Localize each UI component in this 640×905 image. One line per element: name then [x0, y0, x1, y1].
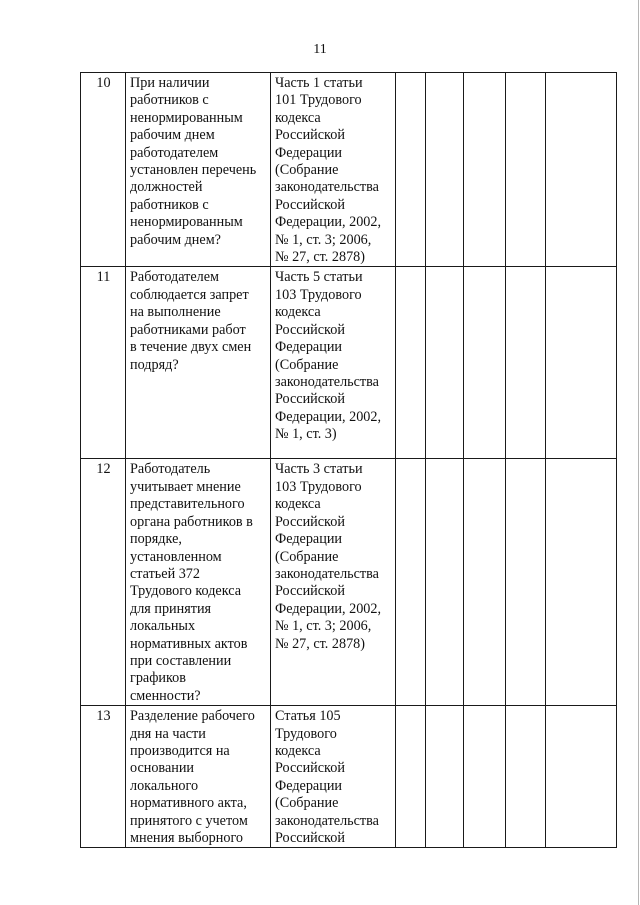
notes-cell[interactable]: [546, 459, 617, 706]
answer-extra-cell[interactable]: [506, 267, 546, 459]
answer-yes-cell[interactable]: [396, 706, 426, 848]
answer-yes-cell[interactable]: [396, 73, 426, 267]
answer-not-applicable-cell[interactable]: [464, 73, 506, 267]
answer-no-cell[interactable]: [426, 706, 464, 848]
answer-extra-cell[interactable]: [506, 459, 546, 706]
answer-not-applicable-cell[interactable]: [464, 267, 506, 459]
legal-requirement-cell: Часть 1 статьи 101 Трудового кодекса Российской Федерации (Собрание законодательства Российской Федерации, 2002, № 1, ст. 3; 2006, № 27, ст. 2878): [271, 73, 396, 267]
page-edge-line: [638, 0, 639, 905]
notes-cell[interactable]: [546, 706, 617, 848]
answer-no-cell[interactable]: [426, 73, 464, 267]
answer-not-applicable-cell[interactable]: [464, 459, 506, 706]
row-number: 10: [81, 73, 126, 267]
answer-extra-cell[interactable]: [506, 73, 546, 267]
row-number: 12: [81, 459, 126, 706]
table-row: [81, 267, 617, 459]
row-number: 13: [81, 706, 126, 848]
question-cell: Разделение рабочего дня на части производится на основании локального нормативного акта, принятого с учетом мнения выборного: [126, 706, 271, 848]
notes-cell[interactable]: [546, 267, 617, 459]
question-cell: Работодатель учитывает мнение представительного органа работников в порядке, установленном статьей 372 Трудового кодекса для принятия локальных нормативных актов при составлении графиков сменности?: [126, 459, 271, 706]
row-number: 11: [81, 267, 126, 459]
answer-extra-cell[interactable]: [506, 706, 546, 848]
legal-requirement-cell: Статья 105 Трудового кодекса Российской Федерации (Собрание законодательства Российской: [271, 706, 396, 848]
answer-yes-cell[interactable]: [396, 459, 426, 706]
question-cell: При наличии работников с ненормированным рабочим днем работодателем установлен перечень должностей работников с ненормированным рабочим днем?: [126, 73, 271, 267]
table-row: [81, 459, 617, 706]
answer-yes-cell[interactable]: [396, 267, 426, 459]
legal-requirement-cell: Часть 5 статьи 103 Трудового кодекса Российской Федерации (Собрание законодательства Российской Федерации, 2002, № 1, ст. 3): [271, 267, 396, 459]
question-cell: Работодателем соблюдается запрет на выполнение работниками работ в течение двух смен подряд?: [126, 267, 271, 459]
notes-cell[interactable]: [546, 73, 617, 267]
table-row: [81, 706, 617, 848]
checklist-table: [80, 72, 617, 848]
answer-no-cell[interactable]: [426, 459, 464, 706]
answer-no-cell[interactable]: [426, 267, 464, 459]
legal-requirement-cell: Часть 3 статьи 103 Трудового кодекса Российской Федерации (Собрание законодательства Российской Федерации, 2002, № 1, ст. 3; 2006, № 27, ст. 2878): [271, 459, 396, 706]
answer-not-applicable-cell[interactable]: [464, 706, 506, 848]
table-row: [81, 73, 617, 267]
page-number: 11: [313, 42, 327, 57]
